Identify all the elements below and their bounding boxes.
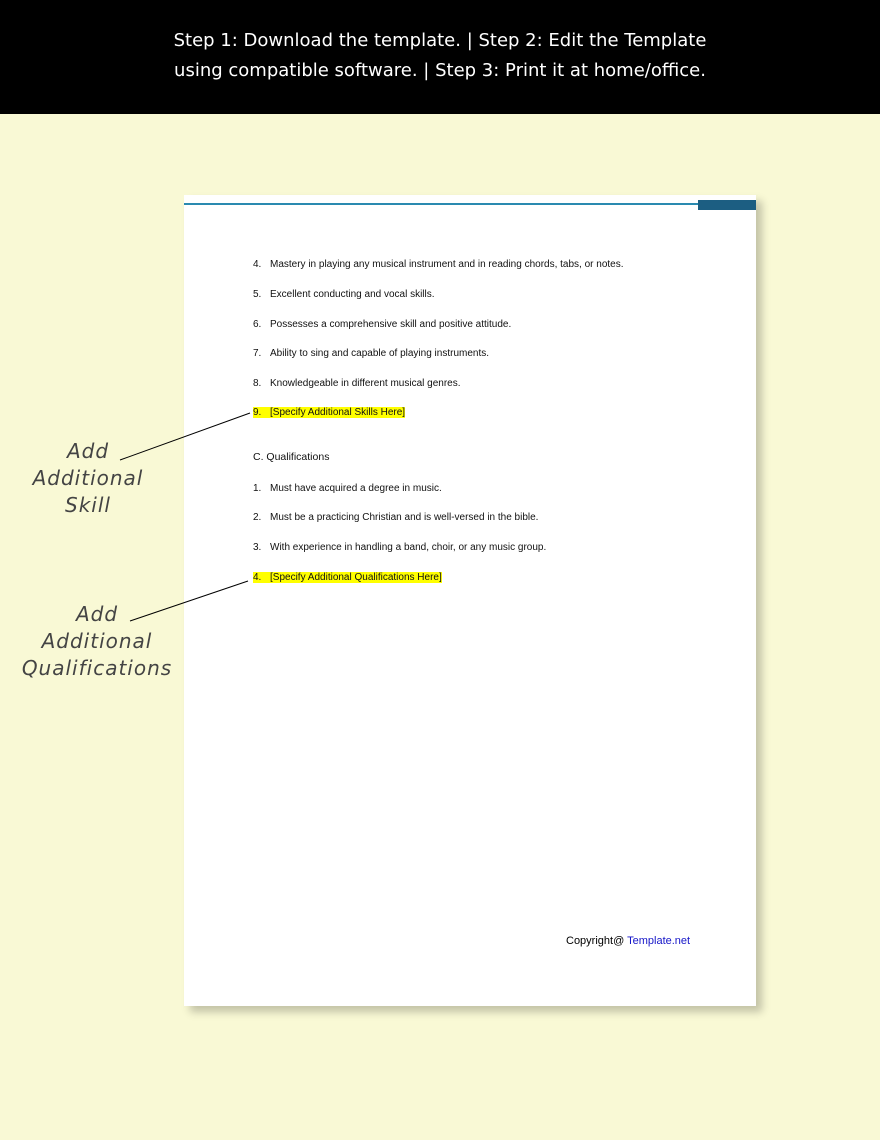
qualification-item-text: With experience in handling a band, choir, or any music group. [270, 542, 547, 553]
skill-item-number: 9. [253, 407, 262, 418]
skill-placeholder-text[interactable]: [Specify Additional Skills Here] [270, 407, 406, 418]
qualification-item-number: 4. [253, 572, 262, 583]
qualification-item-number: 1. [253, 483, 262, 494]
qualification-item-text: Must have acquired a degree in music. [270, 483, 442, 494]
skill-item-number: 7. [253, 348, 262, 359]
callout-line: Add [75, 602, 119, 626]
qualification-item-text: Must be a practicing Christian and is well-versed in the bible. [270, 512, 539, 523]
skill-item-text: Ability to sing and capable of playing instruments. [270, 348, 490, 359]
copyright-prefix: Copyright@ [566, 935, 628, 947]
banner-line-1: Step 1: Download the template. | Step 2: Edit the Template [173, 30, 707, 51]
add-skill-callout [18, 438, 158, 519]
qualification-placeholder-text[interactable]: [Specify Additional Qualifications Here] [270, 572, 442, 583]
callout-line: Skill [65, 493, 111, 517]
skill-item-number: 4. [253, 259, 262, 270]
skill-item-text: Knowledgeable in different musical genres. [270, 378, 461, 389]
callout-line: Additional [32, 466, 144, 490]
skill-item-text: Possesses a comprehensive skill and positive attitude. [270, 319, 512, 330]
skill-item-text: Excellent conducting and vocal skills. [270, 289, 435, 300]
add-qualifications-callout [18, 601, 176, 682]
qualifications-heading: C. Qualifications [253, 451, 330, 463]
qualification-item-number: 2. [253, 512, 262, 523]
callout-line: Qualifications [21, 656, 173, 680]
banner-line-2: using compatible software. | Step 3: Print it at home/office. [174, 60, 706, 81]
qualification-item-number: 3. [253, 542, 262, 553]
callout-line: Additional [41, 629, 153, 653]
copyright-link[interactable]: Template.net [627, 935, 691, 947]
skill-item-number: 5. [253, 289, 262, 300]
callout-line: Add [66, 439, 110, 463]
skill-item-number: 6. [253, 319, 262, 330]
skill-item-text: Mastery in playing any musical instrument and in reading chords, tabs, or notes. [270, 259, 624, 270]
skill-item-number: 8. [253, 378, 262, 389]
